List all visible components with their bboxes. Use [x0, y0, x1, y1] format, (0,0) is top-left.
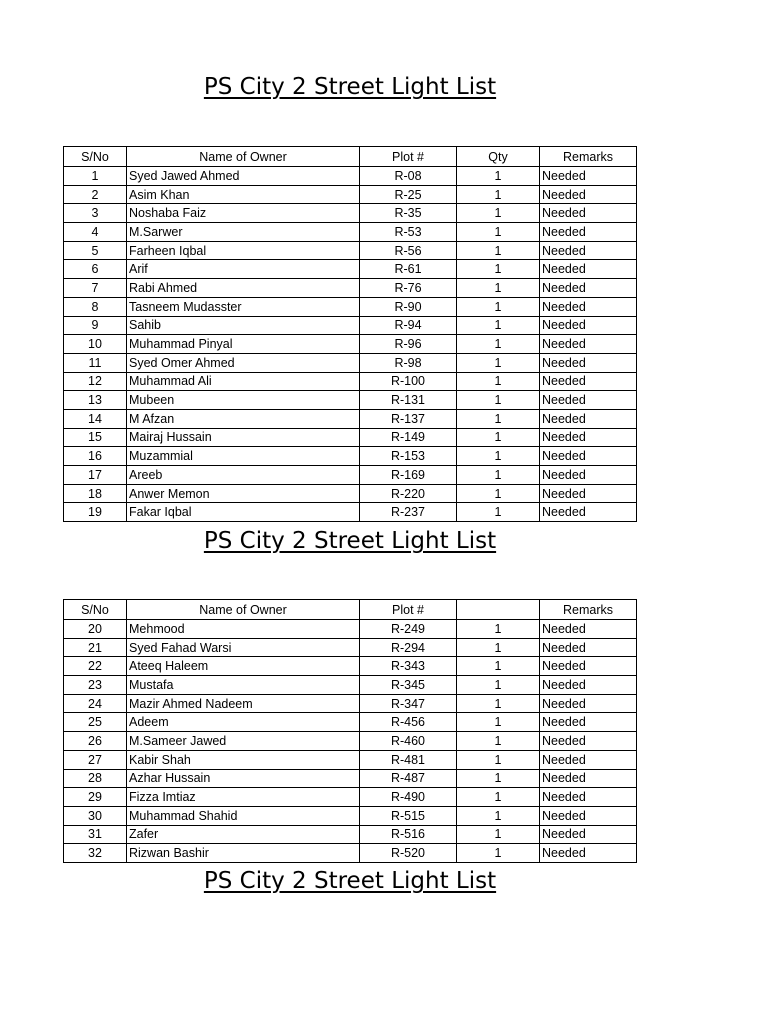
cell-owner-name: Adeem: [127, 713, 360, 732]
table-row: [64, 769, 637, 788]
table-body: [64, 167, 637, 522]
cell-owner-name: Syed Fahad Warsi: [127, 638, 360, 657]
table-row: [64, 297, 637, 316]
cell-owner-name: Mehmood: [127, 620, 360, 639]
table-row: [64, 844, 637, 863]
cell-qty: 1: [457, 694, 540, 713]
cell-remarks: Needed: [540, 391, 637, 410]
cell-remarks: Needed: [540, 769, 637, 788]
cell-owner-name: Anwer Memon: [127, 484, 360, 503]
cell-remarks: Needed: [540, 260, 637, 279]
cell-remarks: Needed: [540, 825, 637, 844]
cell-sno: 13: [64, 391, 127, 410]
cell-qty: 1: [457, 638, 540, 657]
table-row: [64, 185, 637, 204]
section-title: PS City 2 Street Light List: [203, 868, 497, 894]
cell-sno: 23: [64, 676, 127, 695]
cell-sno: 3: [64, 204, 127, 223]
cell-owner-name: Sahib: [127, 316, 360, 335]
cell-sno: 12: [64, 372, 127, 391]
cell-plot: R-516: [360, 825, 457, 844]
cell-plot: R-481: [360, 750, 457, 769]
cell-plot: R-345: [360, 676, 457, 695]
cell-remarks: Needed: [540, 241, 637, 260]
cell-qty: 1: [457, 713, 540, 732]
cell-sno: 17: [64, 466, 127, 485]
cell-plot: R-96: [360, 335, 457, 354]
cell-qty: 1: [457, 750, 540, 769]
cell-plot: R-56: [360, 241, 457, 260]
cell-sno: 4: [64, 223, 127, 242]
cell-sno: 8: [64, 297, 127, 316]
table-row: [64, 279, 637, 298]
cell-remarks: Needed: [540, 638, 637, 657]
cell-sno: 14: [64, 409, 127, 428]
cell-owner-name: Syed Omer Ahmed: [127, 353, 360, 372]
cell-plot: R-35: [360, 204, 457, 223]
cell-remarks: Needed: [540, 185, 637, 204]
table-row: [64, 503, 637, 522]
cell-owner-name: Azhar Hussain: [127, 769, 360, 788]
cell-plot: R-94: [360, 316, 457, 335]
cell-owner-name: Mubeen: [127, 391, 360, 410]
cell-qty: 1: [457, 241, 540, 260]
cell-owner-name: Muhammad Shahid: [127, 806, 360, 825]
table-row: [64, 484, 637, 503]
cell-remarks: Needed: [540, 335, 637, 354]
cell-plot: R-76: [360, 279, 457, 298]
cell-qty: 1: [457, 676, 540, 695]
cell-qty: 1: [457, 260, 540, 279]
cell-qty: 1: [457, 335, 540, 354]
cell-owner-name: Fakar Iqbal: [127, 503, 360, 522]
table-row: [64, 409, 637, 428]
cell-owner-name: Tasneem Mudasster: [127, 297, 360, 316]
table-row: [64, 447, 637, 466]
table-row: [64, 241, 637, 260]
cell-remarks: Needed: [540, 409, 637, 428]
cell-qty: 1: [457, 204, 540, 223]
cell-plot: R-347: [360, 694, 457, 713]
cell-qty: 1: [457, 297, 540, 316]
table-row: [64, 788, 637, 807]
cell-sno: 10: [64, 335, 127, 354]
table-row: [64, 750, 637, 769]
cell-owner-name: Fizza Imtiaz: [127, 788, 360, 807]
cell-remarks: Needed: [540, 657, 637, 676]
cell-plot: R-294: [360, 638, 457, 657]
cell-owner-name: Ateeq Haleem: [127, 657, 360, 676]
cell-plot: R-343: [360, 657, 457, 676]
cell-qty: 1: [457, 185, 540, 204]
cell-plot: R-456: [360, 713, 457, 732]
table-body: [64, 620, 637, 863]
cell-remarks: Needed: [540, 484, 637, 503]
cell-qty: 1: [457, 732, 540, 751]
table-row: [64, 825, 637, 844]
cell-plot: R-25: [360, 185, 457, 204]
cell-sno: 15: [64, 428, 127, 447]
cell-owner-name: Zafer: [127, 825, 360, 844]
cell-sno: 19: [64, 503, 127, 522]
cell-sno: 11: [64, 353, 127, 372]
cell-sno: 20: [64, 620, 127, 639]
cell-owner-name: Farheen Iqbal: [127, 241, 360, 260]
cell-plot: R-137: [360, 409, 457, 428]
cell-remarks: Needed: [540, 297, 637, 316]
cell-plot: R-220: [360, 484, 457, 503]
cell-qty: 1: [457, 806, 540, 825]
cell-sno: 29: [64, 788, 127, 807]
cell-owner-name: M Afzan: [127, 409, 360, 428]
section-title: PS City 2 Street Light List: [203, 528, 497, 554]
cell-remarks: Needed: [540, 620, 637, 639]
header-name-of-owner: Name of Owner: [127, 147, 360, 167]
table-row: [64, 657, 637, 676]
street-light-table-2: [63, 599, 637, 863]
cell-owner-name: Kabir Shah: [127, 750, 360, 769]
cell-qty: 1: [457, 657, 540, 676]
cell-remarks: Needed: [540, 466, 637, 485]
cell-sno: 2: [64, 185, 127, 204]
table-row: [64, 391, 637, 410]
cell-remarks: Needed: [540, 372, 637, 391]
cell-plot: R-149: [360, 428, 457, 447]
cell-sno: 5: [64, 241, 127, 260]
table-row: [64, 638, 637, 657]
cell-plot: R-153: [360, 447, 457, 466]
table-row: [64, 223, 637, 242]
cell-remarks: Needed: [540, 806, 637, 825]
table-row: [64, 167, 637, 186]
header-remarks: Remarks: [540, 600, 637, 620]
table-row: [64, 372, 637, 391]
street-light-table-1: [63, 146, 637, 522]
cell-remarks: Needed: [540, 713, 637, 732]
table-row: [64, 428, 637, 447]
cell-sno: 32: [64, 844, 127, 863]
cell-plot: R-131: [360, 391, 457, 410]
cell-qty: 1: [457, 769, 540, 788]
cell-remarks: Needed: [540, 503, 637, 522]
header-remarks: Remarks: [540, 147, 637, 167]
table-row: [64, 806, 637, 825]
cell-remarks: Needed: [540, 167, 637, 186]
table-header-row: [64, 147, 637, 167]
cell-owner-name: Mazir Ahmed Nadeem: [127, 694, 360, 713]
table-row: [64, 694, 637, 713]
cell-plot: R-515: [360, 806, 457, 825]
cell-owner-name: Muhammad Ali: [127, 372, 360, 391]
cell-owner-name: Muzammial: [127, 447, 360, 466]
cell-remarks: Needed: [540, 223, 637, 242]
cell-qty: 1: [457, 372, 540, 391]
header-plot: Plot #: [360, 147, 457, 167]
cell-remarks: Needed: [540, 694, 637, 713]
cell-plot: R-487: [360, 769, 457, 788]
table-header-row: [64, 600, 637, 620]
cell-qty: 1: [457, 167, 540, 186]
cell-owner-name: Rabi Ahmed: [127, 279, 360, 298]
cell-qty: 1: [457, 279, 540, 298]
cell-sno: 31: [64, 825, 127, 844]
cell-remarks: Needed: [540, 204, 637, 223]
table-row: [64, 466, 637, 485]
cell-remarks: Needed: [540, 732, 637, 751]
cell-sno: 21: [64, 638, 127, 657]
table-row: [64, 732, 637, 751]
cell-owner-name: Areeb: [127, 466, 360, 485]
cell-qty: 1: [457, 620, 540, 639]
table-row: [64, 260, 637, 279]
cell-owner-name: Syed Jawed Ahmed: [127, 167, 360, 186]
cell-plot: R-490: [360, 788, 457, 807]
cell-owner-name: M.Sarwer: [127, 223, 360, 242]
cell-sno: 7: [64, 279, 127, 298]
table-row: [64, 316, 637, 335]
cell-qty: 1: [457, 503, 540, 522]
cell-plot: R-460: [360, 732, 457, 751]
cell-sno: 24: [64, 694, 127, 713]
cell-sno: 9: [64, 316, 127, 335]
cell-plot: R-53: [360, 223, 457, 242]
header-qty: Qty: [457, 147, 540, 167]
cell-sno: 26: [64, 732, 127, 751]
cell-sno: 28: [64, 769, 127, 788]
cell-qty: 1: [457, 844, 540, 863]
cell-plot: R-237: [360, 503, 457, 522]
cell-qty: 1: [457, 484, 540, 503]
cell-owner-name: Mustafa: [127, 676, 360, 695]
cell-remarks: Needed: [540, 428, 637, 447]
cell-remarks: Needed: [540, 353, 637, 372]
table-row: [64, 353, 637, 372]
cell-qty: 1: [457, 316, 540, 335]
header-sno: S/No: [64, 147, 127, 167]
cell-owner-name: Mairaj Hussain: [127, 428, 360, 447]
table-row: [64, 204, 637, 223]
cell-qty: 1: [457, 466, 540, 485]
cell-qty: 1: [457, 391, 540, 410]
cell-plot: R-520: [360, 844, 457, 863]
cell-plot: R-90: [360, 297, 457, 316]
cell-owner-name: Arif: [127, 260, 360, 279]
cell-remarks: Needed: [540, 279, 637, 298]
cell-remarks: Needed: [540, 844, 637, 863]
cell-plot: R-61: [360, 260, 457, 279]
cell-remarks: Needed: [540, 676, 637, 695]
header-sno: S/No: [64, 600, 127, 620]
cell-qty: 1: [457, 428, 540, 447]
cell-remarks: Needed: [540, 316, 637, 335]
cell-qty: 1: [457, 825, 540, 844]
cell-remarks: Needed: [540, 788, 637, 807]
page-title: PS City 2 Street Light List: [203, 74, 497, 100]
cell-qty: 1: [457, 788, 540, 807]
cell-plot: R-98: [360, 353, 457, 372]
cell-sno: 27: [64, 750, 127, 769]
cell-owner-name: Rizwan Bashir: [127, 844, 360, 863]
cell-owner-name: Noshaba Faiz: [127, 204, 360, 223]
cell-plot: R-100: [360, 372, 457, 391]
cell-plot: R-08: [360, 167, 457, 186]
table-row: [64, 620, 637, 639]
cell-plot: R-249: [360, 620, 457, 639]
cell-remarks: Needed: [540, 447, 637, 466]
table-row: [64, 676, 637, 695]
cell-qty: 1: [457, 223, 540, 242]
cell-owner-name: Asim Khan: [127, 185, 360, 204]
cell-qty: 1: [457, 447, 540, 466]
cell-sno: 1: [64, 167, 127, 186]
cell-owner-name: M.Sameer Jawed: [127, 732, 360, 751]
cell-sno: 18: [64, 484, 127, 503]
table-row: [64, 713, 637, 732]
cell-sno: 16: [64, 447, 127, 466]
cell-plot: R-169: [360, 466, 457, 485]
cell-remarks: Needed: [540, 750, 637, 769]
cell-owner-name: Muhammad Pinyal: [127, 335, 360, 354]
header-plot: Plot #: [360, 600, 457, 620]
cell-sno: 25: [64, 713, 127, 732]
cell-qty: 1: [457, 409, 540, 428]
table-row: [64, 335, 637, 354]
cell-qty: 1: [457, 353, 540, 372]
header-name-of-owner: Name of Owner: [127, 600, 360, 620]
cell-sno: 6: [64, 260, 127, 279]
cell-sno: 22: [64, 657, 127, 676]
header-qty-blank: [457, 600, 540, 620]
cell-sno: 30: [64, 806, 127, 825]
